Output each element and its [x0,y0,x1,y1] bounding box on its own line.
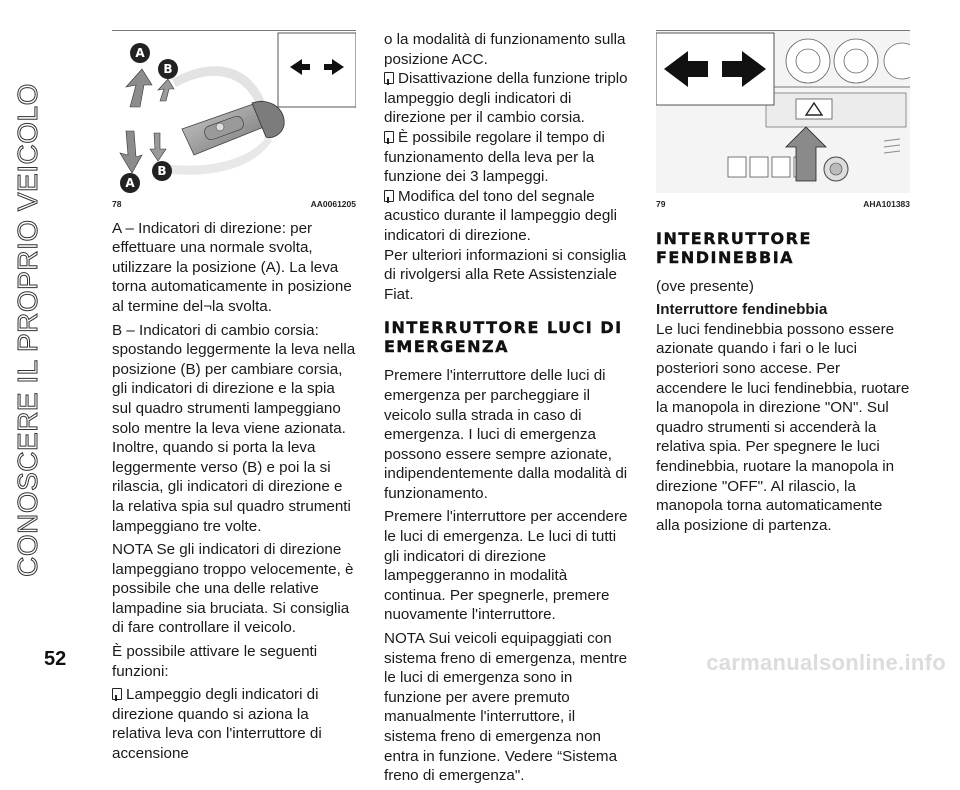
section-heading: INTERRUTTORE LUCI DI EMERGENZA [384,318,623,357]
turn-signal-lever-illustration [112,31,356,193]
bullet-icon [384,72,394,84]
section-heading: INTERRUTTORE FENDINEBBIA [656,228,812,267]
inset-box [278,33,356,107]
arrow-down-b-icon [150,133,166,161]
arrow-up-b-icon [158,79,174,101]
paragraph: Premere l'interruttore delle luci di emergenza per parcheggiare il veicolo sulla strada in caso di emergenza. I luci di emergenza possono essere sempre azionate, indipendentemente dalla modalità di funzionamento. [384,367,628,502]
list-item: Modifica del tono del segnale acustico durante il lampeggio degli indicatori di direzione. [384,187,618,244]
paragraph: o la modalità di funzionamento sulla posizione ACC. [384,31,626,68]
figure-number: 79 [656,199,666,209]
figure-78-caption [112,195,356,215]
arrow-down-a-icon [120,131,142,173]
lever-stalk [182,101,284,155]
figure-code: AHA101383 [863,199,910,209]
figure-79-caption [656,195,910,215]
note-paragraph: NOTA Sui veicoli equipaggiati con sistema freno di emergenza, mentre le luci di emergenza sono in funzione per avere premuto manualmente l'interruttore, il sistema freno di emergenza non entra in funzione. Vedere “Sistema freno di emergenza". [384,630,628,785]
label-a-top: A [135,46,145,60]
list-item: Lampeggio degli indicatori di direzione quando si aziona la relativa leva con l'interruttore di accensione [112,686,322,763]
paragraph: A – Indicatori di direzione: per effettuare una normale svolta, utilizzare la posizione (A). La leva torna automaticamente in posizione al termine del¬la svolta. [112,219,352,315]
figure-78 [112,30,356,215]
column-1 [112,30,356,768]
label-b-bottom: B [157,164,167,178]
label-a-bottom: A [125,176,135,190]
paragraph: È possibile attivare le seguenti funzioni: [112,643,318,680]
availability-note: (ove presente) [656,277,754,295]
figure-code: AA0061205 [310,199,356,209]
bullet-icon [384,190,394,202]
page-number: 52 [44,648,67,670]
watermark: carmanualsonline.info [706,650,946,675]
side-section-title: CONOSCERE IL PROPRIO VEICOLO [12,83,43,577]
figure-number: 78 [112,199,122,209]
arrow-up-a-icon [126,69,152,107]
paragraph: Per ulteriori informazioni si consiglia di rivolgersi alla Rete Assistenziale Fiat. [384,246,627,303]
sub-heading: Interruttore fendinebbia [656,301,828,319]
label-b-top: B [163,62,173,76]
column-3 [656,30,910,539]
hazard-switch-illustration [656,31,910,193]
paragraph: Premere l'interruttore per accendere le luci di emergenza. Le luci di tutti gli indicatori di direzione lampeggeranno in modalità continua. Per spegnerle, premere nuovamente l'interruttore. [384,508,628,624]
note-paragraph: NOTA Se gli indicatori di direzione lampeggiano troppo velocemente, è possibile che una delle relative lampadine sia bruciata. Si consiglia di fare controllare il veicolo. [112,541,354,637]
paragraph: B – Indicatori di cambio corsia: spostando leggermente la leva nella posizione (B) per cambiare corsia, gli indicatori di direzione e la spia sul quadro strumenti lampeggiano solo mentre la leva viene azionata. Inoltre, quando si porta la leva leggermente verso (B) e poi la si rilascia, gli indicatori di direzione e la relativa spia sul quadro strumenti lampeggiano tre volte. [112,321,356,535]
bullet-icon [112,688,122,700]
bullet-icon [384,131,394,143]
figure-79 [656,30,910,215]
list-item: È possibile regolare il tempo di funzionamento della leva per la funzione dei 3 lampeggi. [384,128,605,186]
list-item: Disattivazione della funzione triplo lampeggio degli indicatori di direzione per il cambio corsia. [384,70,628,127]
paragraph: Le luci fendinebbia possono essere azionate quando i fari o le luci posteriori sono accese. Per accendere le luci fendinebbia, ruotare la manopola in direzione "ON". Sul quadro strumenti si accenderà la relativa spia. Per spegnere le luci fendinebbia, ruotare la manopola in direzione "OFF". Al rilascio, la manopola torna automaticamente alla posizione di partenza. [656,320,910,534]
column-2 [384,30,628,790]
